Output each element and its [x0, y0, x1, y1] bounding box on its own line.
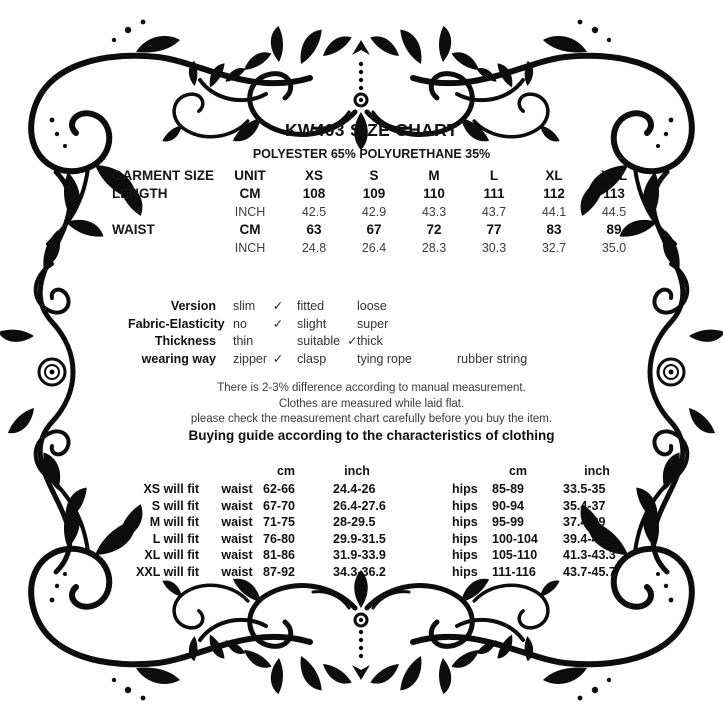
size-value: 108 — [302, 186, 326, 201]
check-icon: ✓ — [272, 316, 284, 331]
fit-size-label: S will fit — [151, 498, 199, 513]
size-value: 30.3 — [481, 241, 507, 255]
size-table-header: L — [489, 168, 499, 183]
fit-value-inch: 28-29.5 — [333, 515, 376, 529]
fit-value-inch: 34.3-36.2 — [333, 564, 386, 579]
check-icon-empty — [265, 333, 291, 351]
attribute-option: thick — [357, 334, 383, 348]
fit-gap — [397, 481, 442, 498]
fit-value-inch: 35.4-37 — [563, 498, 606, 513]
attribute-option: tying rope — [357, 351, 412, 366]
fit-value-cm: 85-89 — [492, 482, 524, 496]
fit-value-inch: 33.5-35 — [563, 482, 606, 496]
fit-size-label: XL will fit — [144, 548, 199, 562]
fit-part-label: waist — [221, 531, 253, 546]
attribute-option — [449, 333, 527, 351]
attribute-option — [449, 298, 527, 316]
fit-part-label: waist — [221, 515, 253, 529]
fit-part-label: hips — [452, 482, 478, 496]
size-value: 83 — [546, 222, 562, 237]
fit-gap — [397, 564, 442, 581]
size-value: 111 — [483, 186, 505, 201]
attribute-option: zipper — [233, 351, 268, 366]
size-value: 44.5 — [601, 205, 627, 219]
fit-value-cm: 67-70 — [263, 498, 295, 513]
fit-value-inch: 43.7-45.7 — [563, 564, 616, 579]
size-row-label: WAIST — [112, 222, 155, 237]
fit-part-label: waist — [221, 548, 253, 562]
fit-part-label: hips — [452, 531, 478, 546]
size-value: 109 — [362, 186, 386, 201]
fit-header-cm: cm — [508, 464, 528, 478]
fit-gap — [397, 514, 442, 531]
check-icon: ✓ — [272, 351, 284, 366]
attribute-option: slight — [297, 316, 327, 331]
size-table-header: UNIT — [234, 168, 266, 183]
fit-header-spacer — [442, 461, 482, 481]
attribute-option: clasp — [297, 351, 327, 366]
fit-header-spacer — [397, 461, 442, 481]
fit-part-label: waist — [221, 564, 253, 579]
note-line: Clothes are measured while laid flat. — [278, 397, 465, 410]
fit-value-cm: 87-92 — [263, 564, 295, 579]
fit-value-inch: 31.9-33.9 — [333, 548, 386, 562]
material-subtitle: POLYESTER 65% POLYURETHANE 35% — [252, 147, 491, 161]
fit-size-label: XS will fit — [143, 482, 199, 496]
size-table-header: M — [428, 168, 440, 183]
size-table-header: GARMENT SIZE — [112, 168, 215, 183]
fit-part-label: hips — [452, 564, 478, 579]
attribute-label: Fabric-Elasticity — [128, 316, 225, 331]
fit-header-cm: cm — [276, 464, 296, 478]
size-row-label — [112, 203, 216, 221]
size-row-label: LENGTH — [112, 186, 168, 201]
fit-value-inch: 24.4-26 — [333, 482, 376, 496]
attribute-option: super — [357, 316, 389, 331]
size-table-header: XL — [545, 168, 563, 183]
attribute-option-text: suitable — [297, 334, 341, 348]
fit-gap — [397, 531, 442, 548]
size-row-unit: INCH — [234, 241, 266, 255]
size-value: 63 — [306, 222, 322, 237]
size-value: 110 — [423, 186, 445, 201]
fit-value-cm: 90-94 — [492, 498, 524, 513]
fit-value-inch: 37.4-39 — [563, 515, 606, 529]
size-row-label — [112, 239, 216, 257]
attribute-option: slim — [233, 299, 256, 313]
size-value: 43.3 — [421, 205, 447, 219]
fit-value-cm: 81-86 — [263, 548, 295, 562]
size-value: 26.4 — [361, 241, 387, 255]
size-value: 24.8 — [301, 241, 327, 255]
fit-header-spacer — [120, 461, 205, 481]
attribute-option: rubber string — [457, 351, 528, 366]
page-title: KW403 SIZE CHART — [284, 120, 458, 140]
fit-value-cm: 76-80 — [263, 531, 295, 546]
attribute-option: fitted — [297, 299, 325, 313]
fit-table — [120, 461, 640, 580]
fit-gap — [397, 547, 442, 564]
fit-size-label: M will fit — [149, 515, 199, 529]
fit-value-cm: 95-99 — [492, 515, 524, 529]
fit-value-cm: 105-110 — [492, 548, 538, 562]
size-value: 42.9 — [361, 205, 387, 219]
size-table-header: S — [369, 168, 379, 183]
measurement-notes — [10, 381, 723, 428]
fit-value-inch: 41.3-43.3 — [563, 548, 616, 562]
size-value: 89 — [606, 222, 622, 237]
attribute-option: thin — [233, 334, 254, 348]
fit-size-label: L will fit — [152, 531, 199, 546]
fit-part-label: hips — [452, 515, 478, 529]
fit-value-cm: 100-104 — [492, 531, 538, 546]
attribute-option — [449, 316, 527, 334]
size-value: 32.7 — [541, 241, 567, 255]
size-value: 28.3 — [421, 241, 447, 255]
note-line: There is 2-3% difference according to manual measurement. — [217, 382, 526, 394]
fit-value-inch: 26.4-27.6 — [333, 498, 386, 513]
attribute-label: Thickness — [154, 334, 216, 348]
attribute-label: wearing way — [141, 351, 216, 366]
attribute-option: no — [233, 316, 247, 331]
fit-part-label: waist — [221, 482, 253, 496]
fit-value-cm: 111-116 — [492, 564, 536, 579]
fit-part-label: hips — [452, 498, 478, 513]
check-icon: ✓ — [272, 299, 284, 313]
fit-header-inch: inch — [584, 464, 610, 478]
size-table-header: XS — [304, 168, 323, 183]
buying-guide-title: Buying guide according to the characteristics of clothing — [188, 428, 555, 443]
size-value: 42.5 — [301, 205, 327, 219]
attribute-list — [128, 298, 527, 368]
attribute-option — [291, 333, 358, 351]
fit-header-inch: inch — [344, 464, 370, 478]
fit-value-cm: 71-75 — [263, 515, 295, 529]
note-line: please check the measurement chart carefully before you buy the item. — [190, 413, 553, 425]
size-row-unit: CM — [239, 186, 261, 201]
fit-size-label: XXL will fit — [136, 564, 199, 579]
fit-part-label: hips — [452, 548, 478, 562]
attribute-option: loose — [357, 299, 387, 313]
size-value: 72 — [426, 222, 442, 237]
size-row-unit: INCH — [234, 205, 266, 219]
fit-value-inch: 29.9-31.5 — [333, 531, 386, 546]
check-icon: ✓ — [347, 334, 358, 348]
attribute-label: Version — [170, 299, 216, 313]
size-value: 113 — [603, 186, 625, 201]
size-table-header: XXL — [600, 168, 628, 183]
fit-header-spacer — [205, 461, 255, 481]
fit-value-inch: 39.4-40.9 — [563, 531, 616, 546]
size-row-unit: CM — [239, 222, 261, 237]
fit-value-cm: 62-66 — [263, 482, 295, 496]
size-value: 35.0 — [601, 241, 627, 255]
size-value: 112 — [543, 186, 565, 201]
size-value: 67 — [366, 222, 382, 237]
size-value: 44.1 — [541, 205, 567, 219]
size-value: 43.7 — [481, 205, 507, 219]
fit-part-label: waist — [221, 498, 253, 513]
size-table — [112, 167, 644, 257]
fit-gap — [397, 498, 442, 515]
size-value: 77 — [486, 222, 502, 237]
